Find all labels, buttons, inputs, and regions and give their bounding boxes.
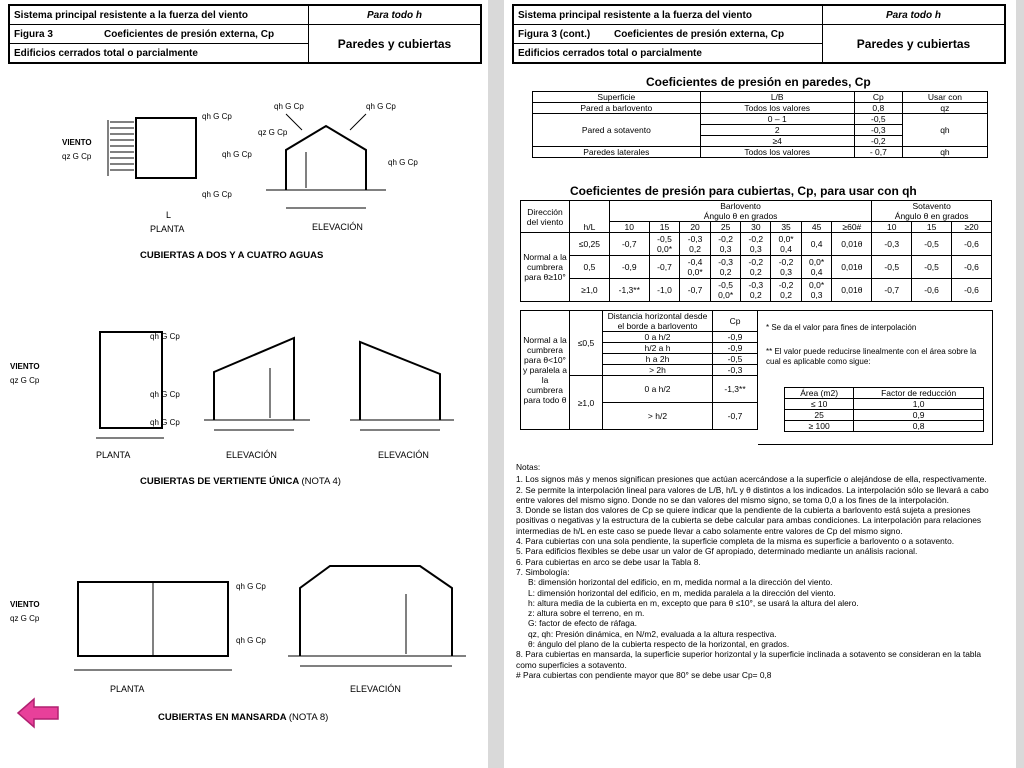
table-cell: ≥4 xyxy=(700,136,854,147)
table-row xyxy=(533,147,988,158)
table-cell: 25 xyxy=(785,410,854,421)
caption-2-note: (NOTA 4) xyxy=(301,476,341,487)
table-cell: 0,0* 0,3 xyxy=(801,279,832,302)
table-row xyxy=(521,233,992,256)
table-row xyxy=(785,421,984,432)
note-item: 3. Donde se listan dos valores de Cp se quiere indicar que la pendiente de la cubierta a barlovento está sujeta a presiones positivas o negativas y la estructura de la cubierta se debe calcular para ambas condiciones. La interpolación para relaciones intermedias de h/L en este caso se puede llevar a cabo solamente entre valores de Cp del mismo signo. xyxy=(516,505,982,536)
note-item: 8. Para cubiertas en mansarda, la superficie superior horizontal y la superficie inclinada a sotavento se consideran en la tabla como superficies a sotavento. xyxy=(516,649,982,670)
note-2star: ** El valor puede reducirse linealmente con el área sobre la cual es aplicable como sigue: xyxy=(766,347,977,366)
table-row xyxy=(533,103,988,114)
table-cell: -0,5 xyxy=(912,256,952,279)
note-item: h: altura media de la cubierta en m, excepto que para θ ≤10°, se usará la altura del alero. xyxy=(528,597,859,608)
table-cell: Normal a la cumbrera para θ≥10° xyxy=(521,233,570,302)
table-cell: -0,3 0,2 xyxy=(741,279,771,302)
table-cell: 0,0* 0,4 xyxy=(771,233,802,256)
viento-label-3: VIENTO xyxy=(10,600,40,609)
note-item: G: factor de efecto de ráfaga. xyxy=(528,618,637,629)
table-cell: -0,5 0,0* xyxy=(649,233,680,256)
note-item: 4. Para cubiertas con una sola pendiente, la superficie completa de la misma es superficie a barlovento o a sotavento. xyxy=(516,536,955,547)
qh-label-3b: qh G Cp xyxy=(150,390,180,399)
table-cell: ≥1,0 xyxy=(570,376,603,430)
qh-label-1a: qh G Cp xyxy=(202,112,232,121)
table-cell: -0,2 xyxy=(854,136,902,147)
table-cell: ≥60# xyxy=(832,222,872,233)
header-para: Para todo h xyxy=(309,6,481,25)
right-header xyxy=(512,4,1006,64)
reduction-table xyxy=(784,387,984,432)
table-cell xyxy=(570,201,610,222)
table-cell: 45 xyxy=(801,222,832,233)
table-cell: ≥20 xyxy=(952,222,992,233)
note-star: * Se da el valor para fines de interpolación xyxy=(766,323,917,332)
notes-items xyxy=(516,474,1002,577)
table-cell: > 2h xyxy=(603,365,713,376)
table-cell: -0,9 xyxy=(713,343,758,354)
table-cell: 30 xyxy=(741,222,771,233)
elevation-diagram-2 xyxy=(200,318,320,438)
table-cell: -0,6 xyxy=(912,279,952,302)
table-cell: -0,5 xyxy=(854,114,902,125)
table-row xyxy=(533,92,988,103)
header-paredes: Paredes y cubiertas xyxy=(309,25,481,63)
table-cell: -1,0 xyxy=(649,279,680,302)
table-cell: 25 xyxy=(710,222,741,233)
table-cell: -0,5 0,0* xyxy=(710,279,741,302)
table-cell: qz xyxy=(902,103,987,114)
table-cell: > h/2 xyxy=(603,403,713,430)
caption-3-row xyxy=(158,712,328,723)
table-cell: -0,7 xyxy=(609,233,649,256)
table-cell: 0,0* 0,4 xyxy=(801,256,832,279)
table-cell: -0,3 xyxy=(854,125,902,136)
table-cell: h a 2h xyxy=(603,354,713,365)
header-fig-row xyxy=(10,25,309,44)
header-title-r: Sistema principal resistente a la fuerza del viento xyxy=(514,6,823,25)
table-cell: 0,9 xyxy=(854,410,984,421)
table-cell: 15 xyxy=(912,222,952,233)
table-cell: 0,01θ xyxy=(832,279,872,302)
table-cell: -0,2 0,2 xyxy=(741,256,771,279)
qh-label-2c: qh G Cp xyxy=(388,158,418,167)
planta-label-3: PLANTA xyxy=(110,684,145,694)
table-cell: 0 – 1 xyxy=(700,114,854,125)
table-cell: -0,5 xyxy=(912,233,952,256)
table-cell: -0,9 xyxy=(713,332,758,343)
left-header xyxy=(8,4,482,64)
header-title: Sistema principal resistente a la fuerza del viento xyxy=(10,6,309,25)
table-cell: ≤ 10 xyxy=(785,399,854,410)
table-cell: 1,0 xyxy=(854,399,984,410)
elevacion-label-4: ELEVACIÓN xyxy=(350,684,401,694)
table-cell: ≤0,25 xyxy=(570,233,610,256)
table-cell: -0,7 xyxy=(713,403,758,430)
left-page xyxy=(0,0,488,768)
roof-table-2 xyxy=(520,310,758,430)
qh-label-4a: qh G Cp xyxy=(236,582,266,591)
table-cell: 0,01θ xyxy=(832,256,872,279)
table-cell: 20 xyxy=(680,222,711,233)
qh-label-3a: qh G Cp xyxy=(150,332,180,341)
viento-label-1: VIENTO xyxy=(62,138,92,147)
table-cell: Pared a barlovento xyxy=(533,103,701,114)
table-cell: -1,3** xyxy=(609,279,649,302)
note-item: 1. Los signos más y menos significan presiones que actúan acercándose a la superficie o alejándose de ella, respectivamente. xyxy=(516,474,987,485)
qh-label-1b: qh G Cp xyxy=(222,150,252,159)
table-cell: 2 xyxy=(700,125,854,136)
note-item: 6. Para cubiertas en arco se debe usar la Tabla 8. xyxy=(516,556,701,567)
table-cell: ≤0,5 xyxy=(570,311,603,376)
notes-section xyxy=(516,462,1002,680)
table-cell: Paredes laterales xyxy=(533,147,701,158)
table-cell: 0,5 xyxy=(570,256,610,279)
table-row xyxy=(521,279,992,302)
table-cell: -0,2 0,3 xyxy=(710,233,741,256)
table-cell: 0,8 xyxy=(854,421,984,432)
header-edif: Edificios cerrados total o parcialmente xyxy=(10,44,309,63)
walls-header-cell: Superficie xyxy=(533,92,701,103)
table-cell: 0 a h/2 xyxy=(603,376,713,403)
header-fig-r: Figura 3 (cont.) xyxy=(518,28,591,40)
table-cell: h/2 a h xyxy=(603,343,713,354)
note-item: z: altura sobre el terreno, en m. xyxy=(528,608,645,619)
table-cell: Área (m2) xyxy=(785,388,854,399)
table-row xyxy=(521,222,992,233)
table-cell: -0,7 xyxy=(649,256,680,279)
table-cell: h/L xyxy=(570,222,610,233)
table-cell: -0,7 xyxy=(872,279,912,302)
table-cell: -0,5 xyxy=(872,256,912,279)
table-cell: Dirección del viento xyxy=(521,201,570,233)
caption-3-note: (NOTA 8) xyxy=(288,712,329,723)
table-cell: 0,01θ xyxy=(832,233,872,256)
note-item: qz, qh: Presión dinámica, en N/m2, evaluada a la altura respectiva. xyxy=(528,628,777,639)
left-arrow-icon[interactable] xyxy=(16,696,60,730)
qh-label-3c: qh G Cp xyxy=(150,418,180,427)
table-cell: -0,5 xyxy=(713,354,758,365)
table-cell: 15 xyxy=(649,222,680,233)
table-cell: Pared a sotavento xyxy=(533,114,701,147)
table-cell: -0,6 xyxy=(952,256,992,279)
planta-label-2: PLANTA xyxy=(96,450,131,460)
qh-label-2a: qh G Cp xyxy=(274,102,304,111)
table-cell: Barlovento Ángulo θ en grados xyxy=(609,201,871,222)
header-paredes-r: Paredes y cubiertas xyxy=(823,25,1005,63)
table-cell: Factor de reducción xyxy=(854,388,984,399)
table-cell: Normal a la cumbrera para θ<10° y paralela a la cumbrera para todo θ xyxy=(521,311,570,430)
note-item: θ: ángulo del plano de la cubierta respecto de la horizontal, en grados. xyxy=(528,639,790,650)
table-cell: -0,6 xyxy=(952,279,992,302)
notes-symbols xyxy=(516,577,1002,649)
table-cell: Cp xyxy=(713,311,758,332)
qz-label-2: qz G Cp xyxy=(258,128,288,137)
header-fig-row-r xyxy=(514,25,823,44)
table-cell: -0,3 xyxy=(872,233,912,256)
table-cell: - 0,7 xyxy=(854,147,902,158)
walls-header-cell: Usar con xyxy=(902,92,987,103)
caption-3: CUBIERTAS EN MANSARDA xyxy=(158,712,287,723)
header-coef: Coeficientes de presión externa, Cp xyxy=(104,28,275,40)
elevacion-label-2: ELEVACIÓN xyxy=(226,450,277,460)
table-cell: 0 a h/2 xyxy=(603,332,713,343)
note-item: # Para cubiertas con pendiente mayor que 80° se debe usar Cp= 0,8 xyxy=(516,669,772,680)
table-cell: qh xyxy=(902,114,987,147)
note-item: B: dimensión horizontal del edificio, en m, medida normal a la dirección del viento. xyxy=(528,577,833,588)
table-row xyxy=(785,410,984,421)
table-cell: 35 xyxy=(771,222,802,233)
table-cell: Todos los valores xyxy=(700,147,854,158)
roof-notes-box xyxy=(758,310,993,445)
walls-title: Coeficientes de presión en paredes, Cp xyxy=(646,75,871,89)
table-row xyxy=(521,201,992,222)
table-cell: ≥1,0 xyxy=(570,279,610,302)
elevacion-label-1: ELEVACIÓN xyxy=(312,222,363,232)
walls-table xyxy=(532,91,988,158)
elevation-diagram-1 xyxy=(256,100,396,220)
caption-2-row xyxy=(140,476,341,487)
table-row xyxy=(785,388,984,399)
table-cell: -0,4 0,0* xyxy=(680,256,711,279)
roof-title: Coeficientes de presión para cubiertas, Cp, para usar con qh xyxy=(570,184,917,198)
caption-1: CUBIERTAS A DOS Y A CUATRO AGUAS xyxy=(140,250,324,261)
qz-label-3: qz G Cp xyxy=(10,376,40,385)
plan-diagram-3 xyxy=(40,560,240,680)
note-item: L: dimensión horizontal del edificio, en m, medida paralela a la dirección del viento. xyxy=(528,587,836,598)
table-cell: -0,2 0,3 xyxy=(771,256,802,279)
qh-label-4b: qh G Cp xyxy=(236,636,266,645)
planta-label-1: PLANTA xyxy=(150,224,185,234)
notes-title: Notas: xyxy=(516,462,541,472)
header-fig: Figura 3 xyxy=(14,28,53,40)
elevation-diagram-3 xyxy=(344,318,464,438)
roof-table-1 xyxy=(520,200,992,302)
table-cell: -0,3 0,2 xyxy=(710,256,741,279)
table-cell: -0,3 0,2 xyxy=(680,233,711,256)
qz-label-4: qz G Cp xyxy=(10,614,40,623)
table-cell: -0,2 0,3 xyxy=(741,233,771,256)
table-cell: Sotavento Ángulo θ en grados xyxy=(872,201,992,222)
table-row xyxy=(521,311,758,332)
table-cell: Todos los valores xyxy=(700,103,854,114)
table-cell: ≥ 100 xyxy=(785,421,854,432)
note-item: 5. Para edificios flexibles se debe usar un valor de Gf apropiado, determinado mediante un análisis racional. xyxy=(516,546,918,557)
note-item: 7. Simbología: xyxy=(516,566,570,577)
viento-label-2: VIENTO xyxy=(10,362,40,371)
qh-label-1c: qh G Cp xyxy=(202,190,232,199)
header-coef-r: Coeficientes de presión externa, Cp xyxy=(614,28,785,40)
elevacion-label-3: ELEVACIÓN xyxy=(378,450,429,460)
l-label-1: L xyxy=(166,210,172,220)
table-cell: -0,2 0,2 xyxy=(771,279,802,302)
elevation-diagram-4 xyxy=(280,548,480,673)
table-cell: 10 xyxy=(609,222,649,233)
notes-tail xyxy=(516,649,1002,680)
table-row xyxy=(533,114,988,125)
table-row xyxy=(785,399,984,410)
walls-header-cell: Cp xyxy=(854,92,902,103)
header-para-r: Para todo h xyxy=(823,6,1005,25)
table-cell: -0,7 xyxy=(680,279,711,302)
table-cell: -0,9 xyxy=(609,256,649,279)
right-page xyxy=(504,0,1016,768)
caption-2: CUBIERTAS DE VERTIENTE ÚNICA xyxy=(140,476,299,487)
table-cell: -1,3** xyxy=(713,376,758,403)
table-cell: 0,8 xyxy=(854,103,902,114)
table-cell: Distancia horizontal desde el borde a barlovento xyxy=(603,311,713,332)
table-row xyxy=(521,256,992,279)
table-cell: 0,4 xyxy=(801,233,832,256)
qh-label-2b: qh G Cp xyxy=(366,102,396,111)
header-edif-r: Edificios cerrados total o parcialmente xyxy=(514,44,823,63)
walls-header-cell: L/B xyxy=(700,92,854,103)
qz-label-1: qz G Cp xyxy=(62,152,92,161)
table-cell: -0,3 xyxy=(713,365,758,376)
table-cell: 10 xyxy=(872,222,912,233)
note-item: 2. Se permite la interpolación lineal para valores de L/B, h/L y θ distintos a los indicados. La interpolación sólo se llevará a cabo entre valores del mismo signo. Donde no se dan valores del mismo signo, se toma 0,0 a los fines de la interpolación. xyxy=(516,484,989,505)
table-cell: qh xyxy=(902,147,987,158)
table-cell: -0,6 xyxy=(952,233,992,256)
